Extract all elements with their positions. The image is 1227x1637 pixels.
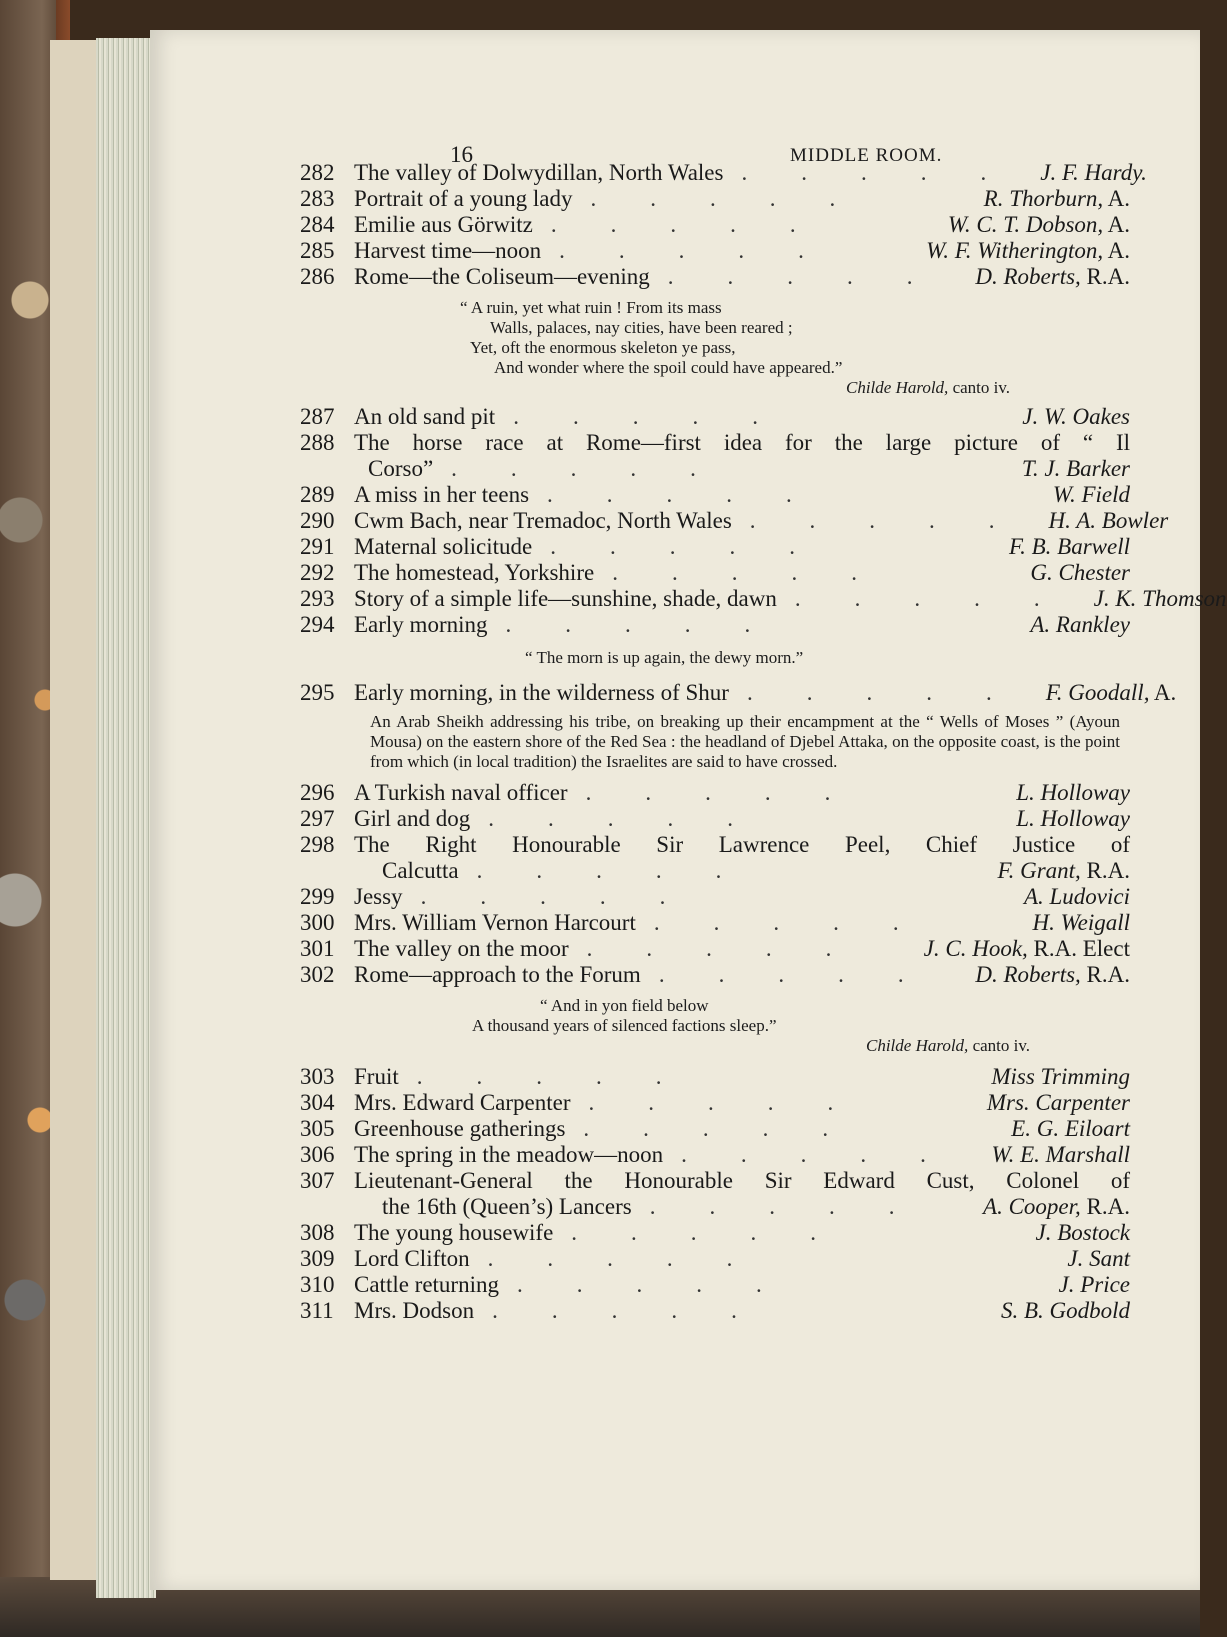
catalogue-entry-291 xyxy=(300,534,1130,560)
entry-number: 292 xyxy=(300,560,335,585)
entry-number: 305 xyxy=(300,1116,335,1141)
quote-morn xyxy=(300,648,1130,668)
catalogue-entry-296 xyxy=(300,780,1130,806)
page-stack-edges xyxy=(96,38,156,1598)
leader-dots: ..... xyxy=(416,1064,716,1089)
entry-number: 285 xyxy=(300,238,335,263)
entry-title: Cattle returning xyxy=(354,1272,499,1297)
entry-title: Maternal solicitude xyxy=(354,534,533,559)
entry-title: Rome—the Coliseum—evening xyxy=(354,264,650,289)
entry-artist: R. Thorburn, A. xyxy=(983,186,1130,211)
leader-dots: ..... xyxy=(588,1090,888,1115)
quote-childe-harold-1 xyxy=(300,298,1130,398)
entry-title: Jessy xyxy=(354,884,403,909)
catalogue-entry-310 xyxy=(300,1272,1130,1298)
entry-number: 302 xyxy=(300,962,335,987)
entry-number: 289 xyxy=(300,482,335,507)
entry-artist: Miss Trimming xyxy=(991,1064,1130,1089)
entry-title: Fruit xyxy=(354,1064,399,1089)
leader-dots: ..... xyxy=(451,456,750,481)
catalogue-entry-305 xyxy=(300,1116,1130,1142)
entry-number: 290 xyxy=(300,508,335,533)
entry-group-289-294 xyxy=(300,482,1227,638)
catalogue-entry-286 xyxy=(300,264,1130,290)
entry-artist: F. Goodall, A. xyxy=(1045,680,1177,705)
entry-title: A miss in her teens xyxy=(354,482,530,507)
entry-number: 291 xyxy=(300,534,335,559)
entry-title: Girl and dog xyxy=(354,806,471,831)
leader-dots: ..... xyxy=(653,910,953,935)
catalogue-entry-304 xyxy=(300,1090,1130,1116)
catalogue-entry-285 xyxy=(300,238,1130,264)
entry-artist: J. Price xyxy=(1058,1272,1130,1297)
entry-artist: W. E. Marshall xyxy=(991,1142,1130,1167)
entry-artist: A. Ludovici xyxy=(1023,884,1130,909)
catalogue-entry-300 xyxy=(300,910,1130,936)
entry-artist: J. K. Thomson xyxy=(1093,586,1227,611)
entry-number: 282 xyxy=(300,160,335,185)
entry-295-description: An Arab Sheikh addressing his tribe, on breaking up their encampment at the “ Wells of Moses ” (Ayoun Mousa) on the eastern shore of the Red Sea : the headland of Djebel Attaka, on the opposite coast, is the point from which (in local tradition) the Israelites are said to have crossed. xyxy=(370,712,1120,771)
entry-group-308-311 xyxy=(300,1220,1130,1324)
entry-group-282-286 xyxy=(300,160,1147,290)
entry-artist: Mrs. Carpenter xyxy=(986,1090,1130,1115)
entry-number: 300 xyxy=(300,910,335,935)
catalogue-entry-292 xyxy=(300,560,1130,586)
attribution-rest: canto iv. xyxy=(968,1036,1030,1055)
leader-dots: ..... xyxy=(487,1246,787,1271)
catalogue-entry-299 xyxy=(300,884,1130,910)
entry-title: The young housewife xyxy=(354,1220,554,1245)
entry-artist: S. B. Godbold xyxy=(1000,1298,1130,1323)
entry-title: Rome—approach to the Forum xyxy=(354,962,641,987)
catalogue-entry-287 xyxy=(300,404,1130,430)
entry-number: 286 xyxy=(300,264,335,289)
leader-dots: ..... xyxy=(513,404,812,429)
entry-title: Story of a simple life—sunshine, shade, dawn xyxy=(354,586,777,611)
entry-number: 284 xyxy=(300,212,335,237)
catalogue-entry-288 xyxy=(300,430,1130,456)
leader-dots: ..... xyxy=(517,1272,816,1297)
entry-title: Early morning xyxy=(354,612,488,637)
leader-dots: ..... xyxy=(559,238,858,263)
entry-number: 299 xyxy=(300,884,335,909)
entry-artist: F. Grant, R.A. xyxy=(997,858,1130,883)
entry-title: Early morning, in the wilderness of Shur xyxy=(354,680,729,705)
entry-number: 283 xyxy=(300,186,335,211)
entry-number: 307 xyxy=(300,1168,335,1193)
catalogue-entry-288-continued xyxy=(300,456,1130,482)
catalogue-entry-307-continued xyxy=(300,1194,1130,1220)
entry-number: 295 xyxy=(300,680,335,705)
quote-line: Walls, palaces, nay cities, have been reared ; xyxy=(490,318,793,337)
running-title: MIDDLE ROOM. xyxy=(790,145,943,166)
leader-dots: ..... xyxy=(476,858,776,883)
entry-artist: A. Cooper, R.A. xyxy=(983,1194,1130,1219)
quote-line: A thousand years of silenced factions sleep.” xyxy=(472,1016,777,1035)
leader-dots: ..... xyxy=(612,560,911,585)
entry-artist: H. A. Bowler xyxy=(1048,508,1169,533)
entry-artist: H. Weigall xyxy=(1032,910,1130,935)
entry-title: The homestead, Yorkshire xyxy=(354,560,595,585)
entry-number: 288 xyxy=(300,430,335,455)
entry-title: Greenhouse gatherings xyxy=(354,1116,566,1141)
leader-dots: ..... xyxy=(550,534,849,559)
entry-artist: F. B. Barwell xyxy=(1009,534,1130,559)
quote-attribution xyxy=(300,378,1130,398)
entry-title-line2: Calcutta xyxy=(382,858,459,883)
catalogue-entry-282 xyxy=(300,160,1147,186)
entry-artist: E. G. Eiloart xyxy=(1011,1116,1130,1141)
catalogue-entry-283 xyxy=(300,186,1130,212)
quote-attribution xyxy=(300,1036,1130,1056)
attribution-title: Childe Harold, xyxy=(845,378,949,397)
entry-title: An old sand pit xyxy=(354,404,496,429)
page-number: 16 xyxy=(450,142,473,167)
entry-title: Lord Clifton xyxy=(354,1246,470,1271)
entry-number: 296 xyxy=(300,780,335,805)
entry-title: Mrs. Edward Carpenter xyxy=(354,1090,571,1115)
entry-title-line1: The Right Honourable Sir Lawrence Peel, Chief Justice of xyxy=(354,832,1130,857)
leader-dots: ..... xyxy=(749,508,1049,533)
entry-group-299-302 xyxy=(300,884,1130,988)
entry-number: 297 xyxy=(300,806,335,831)
entry-artist: L. Holloway xyxy=(1016,780,1130,805)
leader-dots: ..... xyxy=(420,884,720,909)
catalogue-entry-298 xyxy=(300,832,1130,858)
entry-title: Portrait of a young lady xyxy=(354,186,573,211)
quote-line: “ And in yon field below xyxy=(540,996,709,1015)
entry-number: 309 xyxy=(300,1246,335,1271)
entry-title: Mrs. William Vernon Harcourt xyxy=(354,910,636,935)
leader-dots: ..... xyxy=(585,780,885,805)
leader-dots: ..... xyxy=(649,1194,949,1219)
entry-number: 301 xyxy=(300,936,335,961)
quote-line: “ A ruin, yet what ruin ! From its mass xyxy=(460,298,722,317)
catalogue-entry-303 xyxy=(300,1064,1130,1090)
catalogue-entry-293 xyxy=(300,586,1227,612)
leader-dots: ..... xyxy=(550,212,850,237)
catalogue-entry-308 xyxy=(300,1220,1130,1246)
catalogue-entries xyxy=(300,160,1227,1324)
entry-artist: W. F. Witherington, A. xyxy=(926,238,1130,263)
entry-artist: W. C. T. Dobson, A. xyxy=(947,212,1130,237)
entry-title-line2: Corso” xyxy=(368,456,434,481)
catalogue-entry-297 xyxy=(300,806,1130,832)
leader-dots: ..... xyxy=(586,936,886,961)
entry-title-line1: The horse race at Rome—first idea for the large picture of “ Il xyxy=(354,430,1130,455)
entry-title: The valley of Dolwydillan, North Wales xyxy=(354,160,724,185)
entry-number: 311 xyxy=(300,1298,334,1323)
entry-artist: A. Rankley xyxy=(1030,612,1130,637)
entry-number: 308 xyxy=(300,1220,335,1245)
catalogue-entry-284 xyxy=(300,212,1130,238)
entry-number: 306 xyxy=(300,1142,335,1167)
attribution-title: Childe Harold, xyxy=(865,1036,969,1055)
quote-line: And wonder where the spoil could have appeared.” xyxy=(494,358,843,377)
entry-number: 293 xyxy=(300,586,335,611)
catalogue-entry-301 xyxy=(300,936,1130,962)
entry-artist: J. Bostock xyxy=(1035,1220,1130,1245)
leader-dots: ..... xyxy=(583,1116,883,1141)
entry-number: 294 xyxy=(300,612,335,637)
entry-title: Mrs. Dodson xyxy=(354,1298,475,1323)
entry-artist: J. Sant xyxy=(1067,1246,1130,1271)
attribution-rest: canto iv. xyxy=(948,378,1010,397)
leader-dots: ..... xyxy=(658,962,958,987)
entry-title: The spring in the meadow—noon xyxy=(354,1142,664,1167)
entry-artist: D. Roberts, R.A. xyxy=(975,962,1130,987)
catalogue-entry-295 xyxy=(300,680,1177,706)
entry-title: A Turkish naval officer xyxy=(354,780,568,805)
leader-dots: ..... xyxy=(590,186,890,211)
quote-line: “ The morn is up again, the dewy morn.” xyxy=(525,648,804,667)
catalogue-entry-311 xyxy=(300,1298,1130,1324)
entry-artist: J. C. Hook, R.A. Elect xyxy=(923,936,1130,961)
catalogue-entry-294 xyxy=(300,612,1130,638)
leader-dots: ..... xyxy=(492,1298,791,1323)
leader-dots: ..... xyxy=(681,1142,980,1167)
entry-artist: L. Holloway xyxy=(1016,806,1130,831)
entry-number: 304 xyxy=(300,1090,335,1115)
entry-group-303-306 xyxy=(300,1064,1130,1168)
entry-title-line2: the 16th (Queen’s) Lancers xyxy=(382,1194,632,1219)
catalogue-entry-290 xyxy=(300,508,1169,534)
quote-childe-harold-2 xyxy=(300,996,1130,1056)
catalogue-entry-309 xyxy=(300,1246,1130,1272)
catalogue-entry-307 xyxy=(300,1168,1130,1194)
entry-title: Emilie aus Görwitz xyxy=(354,212,533,237)
entry-group-296-297 xyxy=(300,780,1130,832)
entry-title: Cwm Bach, near Tremadoc, North Wales xyxy=(354,508,732,533)
catalogue-entry-302 xyxy=(300,962,1130,988)
entry-title: Harvest time—noon xyxy=(354,238,542,263)
catalogue-entry-306 xyxy=(300,1142,1130,1168)
catalogue-entry-298-continued xyxy=(300,858,1130,884)
leader-dots: ..... xyxy=(547,482,846,507)
leader-dots: ..... xyxy=(571,1220,871,1245)
leader-dots: ..... xyxy=(746,680,1046,705)
entry-artist: J. F. Hardy. xyxy=(1040,160,1147,185)
quote-line: Yet, oft the enormous skeleton ye pass, xyxy=(470,338,736,357)
entry-number: 303 xyxy=(300,1064,335,1089)
catalogue-entry-289 xyxy=(300,482,1130,508)
entry-artist: D. Roberts, R.A. xyxy=(975,264,1130,289)
leader-dots: ..... xyxy=(667,264,967,289)
leader-dots: ..... xyxy=(488,806,788,831)
entry-number: 287 xyxy=(300,404,335,429)
leader-dots: ..... xyxy=(505,612,805,637)
entry-artist: T. J. Barker xyxy=(1021,456,1130,481)
entry-artist: G. Chester xyxy=(1030,560,1130,585)
entry-artist: J. W. Oakes xyxy=(1022,404,1130,429)
entry-title-line1: Lieutenant-General the Honourable Sir Edward Cust, Colonel of xyxy=(354,1168,1130,1193)
leader-dots: ..... xyxy=(741,160,1041,185)
leader-dots: ..... xyxy=(794,586,1094,611)
entry-artist: W. Field xyxy=(1052,482,1130,507)
entry-number: 310 xyxy=(300,1272,335,1297)
entry-title: The valley on the moor xyxy=(354,936,569,961)
entry-number: 298 xyxy=(300,832,335,857)
